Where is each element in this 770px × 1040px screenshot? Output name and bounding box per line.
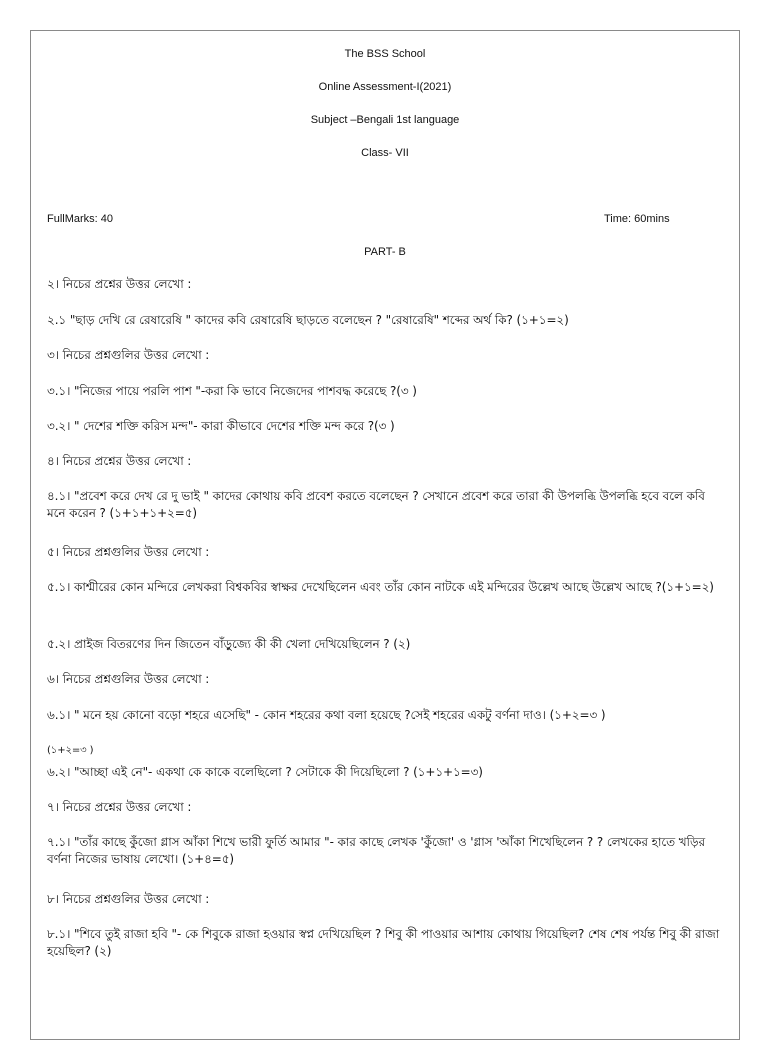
question-6-1-marks: (১+২=৩ ) <box>47 745 94 756</box>
question-3-1: ৩.১। "নিজের পায়ে পরলি পাশ "-করা কি ভাবে নিজেদের পাশবদ্ধ করেছে ?(৩ ) <box>47 384 417 398</box>
question-5-2: ৫.২। প্রাইজ বিতরণের দিন জিতেন বাঁড়ুজ্যে কী কী খেলা দেখিয়েছিলেন ? (২) <box>47 637 411 651</box>
section-2-heading: ২। নিচের প্রশ্নের উত্তর লেখো : <box>47 277 192 291</box>
section-7-heading: ৭। নিচের প্রশ্নের উত্তর লেখো : <box>47 800 192 814</box>
subject-line: Subject –Bengali 1st language <box>310 114 460 126</box>
question-5-1: ৫.১। কাশ্মীরের কোন মন্দিরে লেখকরা বিশ্বকবির স্বাক্ষর দেখেছিলেন এবং তাঁর কোন নাটকে এই মন্দিরের উল্লেখ আছে উল্লেখ আছে ?(১+১=২) <box>47 580 714 594</box>
section-4-heading: ৪। নিচের প্রশ্নের উত্তর লেখো : <box>47 454 192 468</box>
question-2-1: ২.১ "ছাড় দেখি রে রেষারেষি " কাদের কবি রেষারেষি ছাড়তে বলেছেন ? "রেষারেষি" শব্দের অর্থ কি? (১+১=২) <box>47 313 569 327</box>
section-5-heading: ৫। নিচের প্রশ্নগুলির উত্তর লেখো : <box>47 545 210 559</box>
class-line: Class- VII <box>361 147 409 159</box>
section-6-heading: ৬। নিচের প্রশ্নগুলির উত্তর লেখো : <box>47 672 210 686</box>
school-name: The BSS School <box>344 48 426 60</box>
full-marks: FullMarks: 40 <box>47 213 114 225</box>
question-4-1: ৪.১। "প্রবেশ করে দেখ রে দু ভাই " কাদের কোথায় কবি প্রবেশ করতে বলেছেন ? সেখানে প্রবেশ করে তারা কী উপলব্ধি উপলব্ধি হবে বলে কবি মনে করেন ? (১+১+১+২=৫) <box>47 489 705 520</box>
section-3-heading: ৩। নিচের প্রশ্নগুলির উত্তর লেখো : <box>47 348 210 362</box>
part-heading: PART- B <box>364 246 406 258</box>
time-allowed: Time: 60mins <box>604 213 670 225</box>
assessment-title: Online Assessment-I(2021) <box>318 81 452 93</box>
question-3-2: ৩.২। " দেশের শক্তি করিস মন্দ"- কারা কীভাবে দেশের শক্তি মন্দ করে ?(৩ ) <box>47 419 395 433</box>
question-6-1: ৬.১। " মনে হয় কোনো বড়ো শহরে এসেছি" - কোন শহরের কথা বলা হয়েছে ?সেই শহরের একটু বর্ণনা দাও। (১+২=৩ ) <box>47 708 606 722</box>
question-8-1: ৮.১। "শিবে তুই রাজা হবি "- কে শিবুকে রাজা হওয়ার স্বপ্ন দেখিয়েছিল ? শিবু কী পাওয়ার আশায় কোথায় গিয়েছিল? শেষ শেষ পর্যন্ত শিবু কী রাজা হয়েছিল? (২) <box>47 927 720 958</box>
section-8-heading: ৮। নিচের প্রশ্নগুলির উত্তর লেখো : <box>47 892 210 906</box>
question-7-1: ৭.১। "তাঁর কাছে কুঁজো গ্লাস আঁকা শিখে ভারী ফুর্তি আমার "- কার কাছে লেখক 'কুঁজো' ও 'গ্লাস 'আঁকা শিখেছিলেন ? ? লেখকের হাতে খড়ির বর্ণনা নিজের ভাষায় লেখো। (১+৪=৫) <box>47 835 705 866</box>
question-6-2: ৬.২। "আচ্ছা এই নে"- একথা কে কাকে বলেছিলো ? সেটাকে কী দিয়েছিলো ? (১+১+১=৩) <box>47 765 483 779</box>
page-border <box>30 30 740 1040</box>
